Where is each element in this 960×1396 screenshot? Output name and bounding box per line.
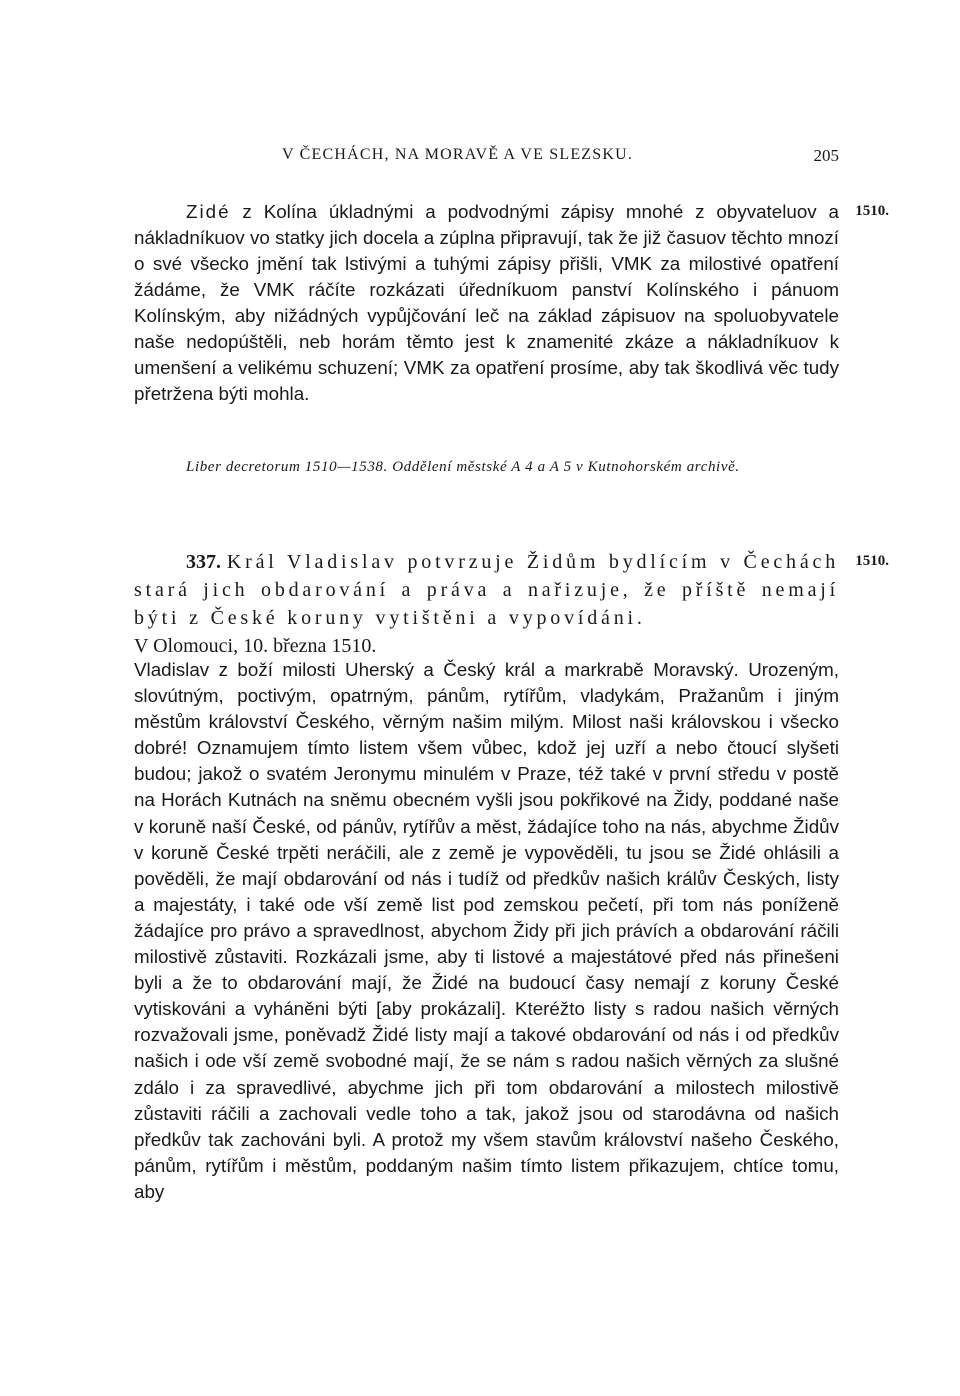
book-page bbox=[134, 0, 889, 1396]
place-date: V Olomouci, 10. března 1510. bbox=[134, 635, 377, 657]
margin-year-337: 1510. bbox=[855, 553, 889, 569]
document-336-text bbox=[134, 199, 839, 407]
document-337-regest bbox=[134, 548, 839, 660]
running-title: V ČECHÁCH, NA MORAVĚ A VE SLEZSKU. bbox=[282, 146, 634, 163]
document-336-lead: Zidé bbox=[186, 201, 231, 222]
document-number: 337. bbox=[186, 551, 221, 573]
regest-text: Král Vladislav potvrzuje Židům bydlícím v Čechách stará jich obdarování a práva a nařizuje, že příště nemají býti z České koruny vytištěni a vypovídáni. bbox=[134, 551, 840, 629]
running-head bbox=[134, 146, 839, 170]
page-number: 205 bbox=[813, 146, 839, 165]
document-336-body: z Kolína úkladnými a podvodnými zápisy mnohé z obyvateluov a nákladníkuov vo statky jich docela a zúplna připravují, tak že již časuov těchto mnozí o své všecko jmění tak lstivými a tuhými zápisy přišli, VMK za milostivé opatření žádáme, že VMK ráčíte rozkázati úředníkuom panství Kolínského i pánuom Kolínským, aby nižádných vypůjčování leč na základ zápisuov na spoluobyvatele naše nedopúštěli, neb horám těmto jest k znamenité zkáze a nákladníkuov k umenšení a velikému schuzení; VMK za opatření prosíme, aby tak škodlivá věc tudy přetržena býti mohla. bbox=[134, 201, 839, 404]
document-337-body: Vladislav z boží milosti Uherský a Český král a markrabě Moravský. Urozeným, slovútným, poctivým, opatrným, pánům, rytířům, vladykám, Pražanům i jiným městům království Českého, věrným našim milým. Milost naši královskou i všecko dobré! Oznamujem tímto listem všem vůbec, kdož jej uzří a nebo čtoucí slyšeti budou; jakož o svatém Jeronymu minulém v Praze, též také v první středu v postě na Horách Kutnách na sněmu obecném vyšli jsou pokřikové na Židy, poddané naše v koruně naší České, od pánův, rytířův a měst, žádajíce toho na nás, abychme Židův v koruně České trpěti neráčili, ale z země je vypověděli, tu jsou se Židé ohlásili a pověděli, že mají obdarování od nás i tudíž od předkův našich králův Českých, listy a majestáty, i také ode vší země list pod zemskou pečetí, při tom nás poníženě žádajíce pro právo a spravedlnost, abychom Židy při jich právích a obdarování ráčili milostivě zůstaviti. Rozkázali jsme, aby ti listové a majestátové před nás přinešeni byli a že to obdarování mají, že Židé na budoucí časy nemají z koruny České vytiskováni a vyháněni býti [aby prokázali]. Kteréžto listy s radou našich věrných rozvažovali jsme, poněvadž Židé listy mají a takové obdarování od nás i od předkův našich i ode vší země svobodné mají, že se nám s radou našich věrných za slušné zdálo i za spravedlivé, abychme jich při tom obdarování a milostech milostivě zůstaviti ráčili a zachovali vedle toho a tak, jakož jsou od starodávna od našich předkův tak zachováni byli. A protož my všem stavům království našeho Českého, pánům, rytířům i městům, poddaným našim tímto listem přikazujem, chtíce tomu, aby bbox=[134, 659, 839, 1202]
margin-year-336: 1510. bbox=[855, 203, 889, 219]
archival-source-note: Liber decretorum 1510—1538. Oddělení městské A 4 a A 5 v Kutnohorském archivě. bbox=[186, 459, 740, 475]
